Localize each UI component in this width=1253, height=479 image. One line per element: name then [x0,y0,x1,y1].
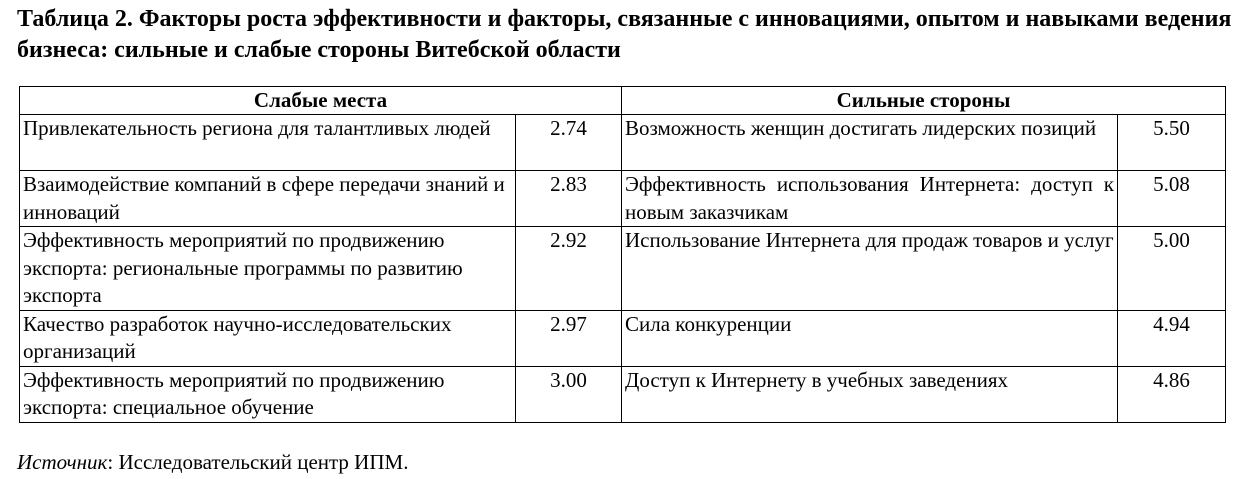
table-row [20,171,1226,227]
weak-value-cell: 2.97 [516,310,622,366]
strong-value-cell: 4.94 [1118,310,1226,366]
source-text: Исследовательский центр ИПМ. [118,450,409,474]
source-note [17,449,408,476]
strong-factor-cell: Использование Интернета для продаж товаров и услуг [622,227,1118,311]
weak-factor-cell: Качество разработок научно-исследовательских организаций [20,310,516,366]
weak-value-cell: 2.83 [516,171,622,227]
source-separator: : [107,450,119,474]
table-row [20,366,1226,422]
weak-value-cell: 2.92 [516,227,622,311]
strong-factor-cell: Возможность женщин достигать лидерских позиций [622,115,1118,171]
header-weak: Слабые места [20,87,622,115]
strong-value-cell: 4.86 [1118,366,1226,422]
strong-factor-cell: Эффективность использования Интернета: доступ к новым заказчикам [622,171,1118,227]
header-strong: Сильные стороны [622,87,1226,115]
table-title: Таблица 2. Факторы роста эффективности и факторы, связанные с инновациями, опытом и навыками ведения бизнеса: сильные и слабые стороны Витебской области [17,6,1232,63]
weak-value-cell: 3.00 [516,366,622,422]
source-label: Источник [17,450,108,474]
strong-value-cell: 5.00 [1118,227,1226,311]
weak-factor-cell: Взаимодействие компаний в сфере передачи знаний и инноваций [20,171,516,227]
weak-factor-cell: Привлекательность региона для талантливых людей [20,115,516,171]
weak-value-cell: 2.74 [516,115,622,171]
table-row [20,115,1226,171]
strong-factor-cell: Сила конкуренции [622,310,1118,366]
table-row [20,227,1226,311]
table-row [20,310,1226,366]
strong-factor-cell: Доступ к Интернету в учебных заведениях [622,366,1118,422]
table-header-row [20,87,1226,115]
weak-factor-cell: Эффективность мероприятий по продвижению экспорта: региональные программы по развитию экспорта [20,227,516,311]
strong-value-cell: 5.50 [1118,115,1226,171]
factors-table [19,86,1226,423]
weak-factor-cell: Эффективность мероприятий по продвижению экспорта: специальное обучение [20,366,516,422]
strong-value-cell: 5.08 [1118,171,1226,227]
